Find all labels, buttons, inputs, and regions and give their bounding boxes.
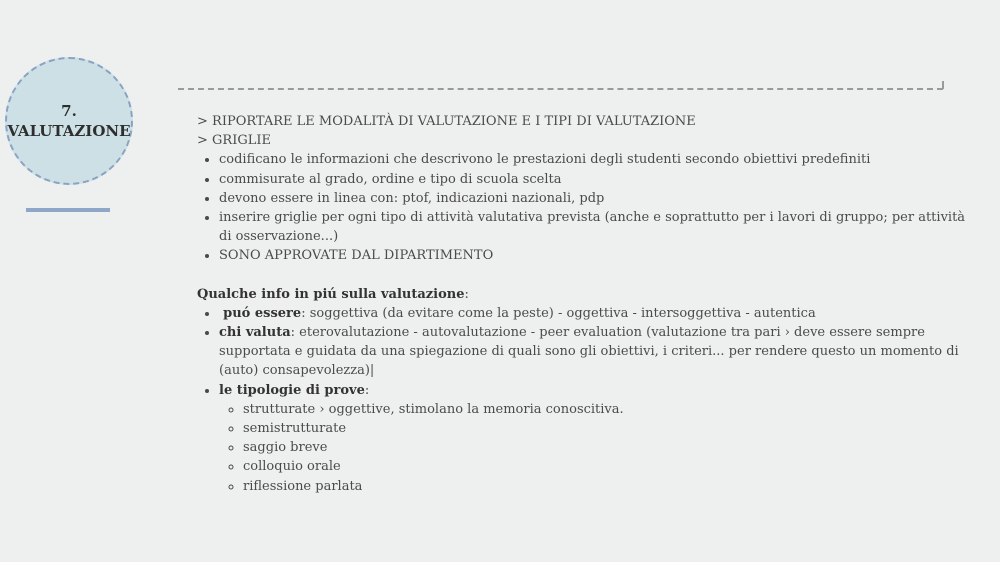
list-item: ◦ saggio breve [243, 438, 967, 457]
section-number: 7. [61, 102, 77, 120]
prove-list [219, 400, 967, 496]
list-item: • codificano le informazioni che descrivono le prestazioni degli studenti secondo obiettivi predefiniti [219, 150, 967, 169]
dashed-divider [178, 88, 943, 90]
term: puó essere [223, 305, 302, 321]
list-item [219, 381, 967, 496]
list-item [219, 304, 967, 323]
list-item: ◦ semistrutturate [243, 419, 967, 438]
list-item: ◦ colloquio orale [243, 457, 967, 476]
section-badge [5, 57, 133, 185]
term: chi valuta [219, 325, 291, 341]
info-list [197, 304, 967, 496]
line-modalita: > RIPORTARE LE MODALITÀ DI VALUTAZIONE E I TIPI DI VALUTAZIONE [197, 114, 696, 129]
line-griglie: > GRIGLIE [197, 133, 271, 149]
accent-bar [26, 208, 110, 212]
term: le tipologie di prove [219, 382, 365, 398]
list-item: • inserire griglie per ogni tipo di attività valutativa prevista (anche e soprattutto per i lavori di gruppo; per attività di osservazione...) [219, 208, 967, 246]
list-item: • commisurate al grado, ordine e tipo di scuola scelta [219, 170, 967, 189]
term-text: : eterovalutazione - autovalutazione - peer evaluation (valutazione tra pari › deve essere sempre supportata e guidata da una spiegazione di quali sono gli obiettivi, i criteri... per rendere questo un momento di (auto) consapevolezza)| [219, 325, 959, 379]
divider-end-tick [942, 81, 944, 89]
info-heading-text: Qualche info in piú sulla valutazione [197, 286, 465, 302]
section-title: VALUTAZIONE [7, 122, 131, 140]
slide-content [197, 112, 967, 496]
list-item [219, 323, 967, 381]
info-heading [197, 285, 967, 304]
griglie-list [197, 150, 967, 265]
list-item: • devono essere in linea con: ptof, indicazioni nazionali, pdp [219, 189, 967, 208]
term-text: : [364, 382, 370, 398]
list-item: ◦ riflessione parlata [243, 477, 967, 496]
list-item: ◦ strutturate › oggettive, stimolano la memoria conoscitiva. [243, 400, 967, 419]
term-text: : soggettiva (da evitare come la peste) - oggettiva - intersoggettiva - autentica [301, 305, 816, 321]
list-item: • SONO APPROVATE DAL DIPARTIMENTO [219, 246, 967, 265]
info-heading-colon: : [464, 286, 469, 302]
